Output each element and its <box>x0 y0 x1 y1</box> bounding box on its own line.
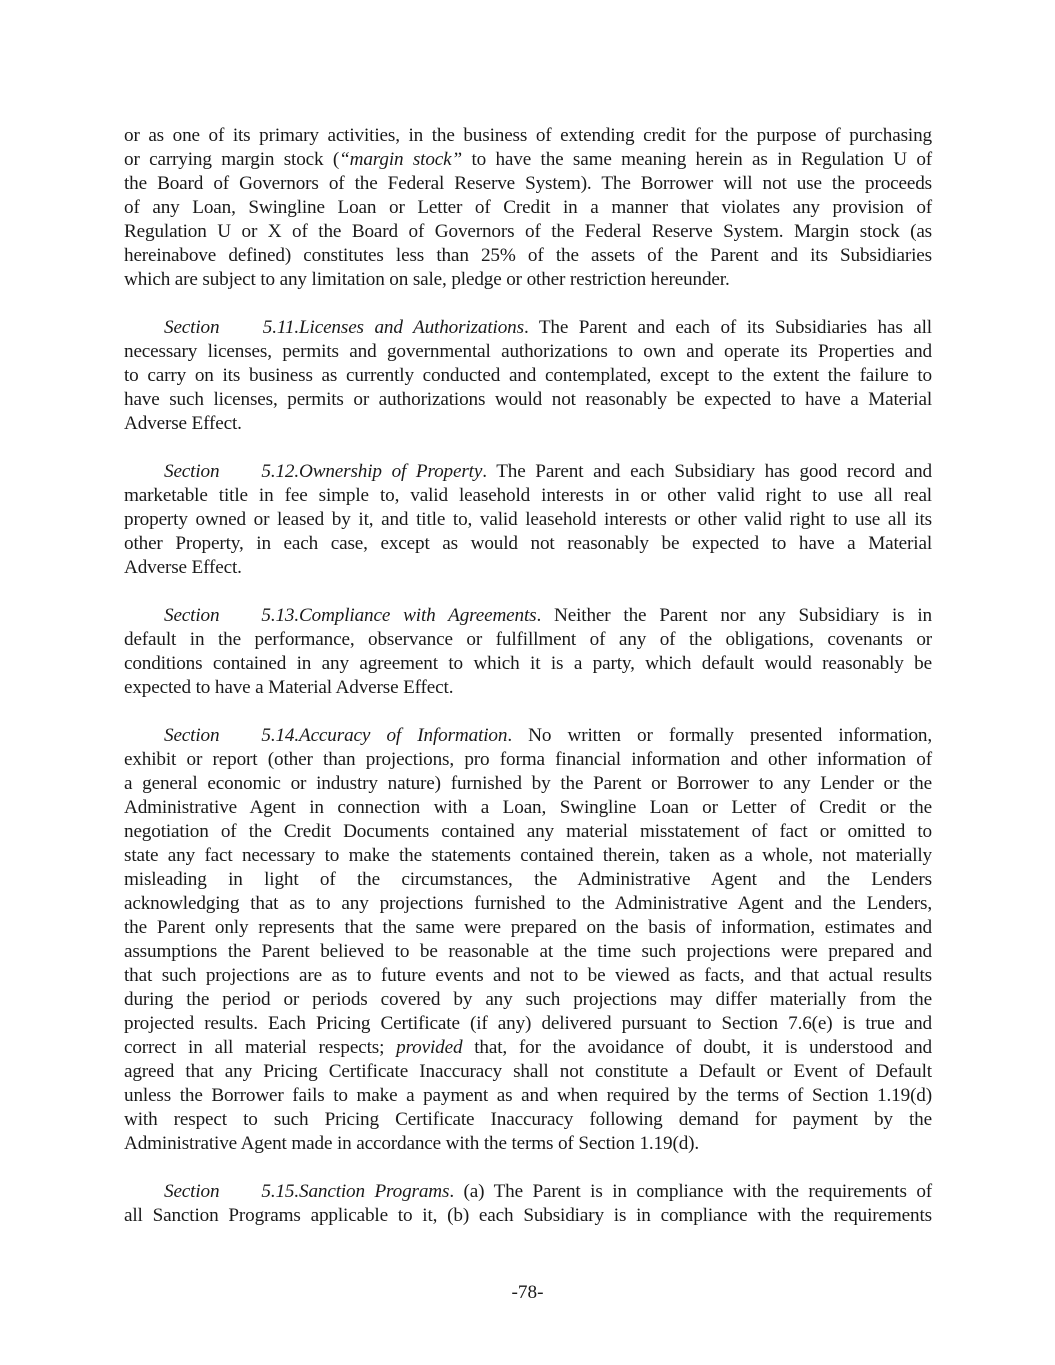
section-heading-line <box>124 460 932 484</box>
text-line: necessary licenses, permits and governmental authorizations to own and operate its Properties and <box>124 341 932 362</box>
section-number: Section 5.13. <box>164 605 299 626</box>
text-run: correct in all material respects; <box>124 1037 397 1058</box>
section-heading-line <box>124 1180 932 1204</box>
text-line: exhibit or report (other than projections, pro forma financial information and other information of <box>124 749 932 770</box>
section-number: Section 5.12. <box>164 461 299 482</box>
defined-term: “margin stock” <box>339 149 463 170</box>
text-line: state any fact necessary to make the statements contained therein, taken as a whole, not materially <box>124 845 932 866</box>
text-line: Adverse Effect. <box>124 413 242 434</box>
section-5-11 <box>124 316 932 436</box>
text-run: . No written or formally presented information, <box>507 725 932 746</box>
text-line: that such projections are as to future events and not to be viewed as facts, and that actual results <box>124 965 932 986</box>
text-run: . Neither the Parent nor any Subsidiary is in <box>536 605 932 626</box>
text-line: which are subject to any limitation on sale, pledge or other restriction hereunder. <box>124 269 730 290</box>
text-line: or as one of its primary activities, in the business of extending credit for the purpose of purchasing <box>124 125 932 146</box>
document-page <box>124 124 932 1252</box>
section-heading-line <box>124 724 932 748</box>
text-run: to have the same meaning herein as in Regulation U of <box>462 149 932 170</box>
section-5-15 <box>124 1180 932 1228</box>
text-line: conditions contained in any agreement to which it is a party, which default would reasonably be <box>124 653 932 674</box>
section-5-14 <box>124 724 932 1156</box>
text-line: expected to have a Material Adverse Effect. <box>124 677 454 698</box>
text-line: unless the Borrower fails to make a payment as and when required by the terms of Section 1.19(d) <box>124 1085 932 1106</box>
text-line: the Parent only represents that the same were prepared on the basis of information, estimates and <box>124 917 932 938</box>
section-5-12 <box>124 460 932 580</box>
text-line: all Sanction Programs applicable to it, (b) each Subsidiary is in compliance with the requirements <box>124 1205 932 1226</box>
text-line: negotiation of the Credit Documents contained any material misstatement of fact or omitted to <box>124 821 932 842</box>
text-line: assumptions the Parent believed to be reasonable at the time such projections were prepared and <box>124 941 932 962</box>
section-title: Accuracy of Information <box>299 725 508 746</box>
text-line: hereinabove defined) constitutes less than 25% of the assets of the Parent and its Subsidiaries <box>124 245 932 266</box>
text-line: a general economic or industry nature) furnished by the Parent or Borrower to any Lender or the <box>124 773 932 794</box>
section-title: Compliance with Agreements <box>299 605 537 626</box>
text-run: . The Parent and each of its Subsidiaries has all <box>523 317 932 338</box>
text-line: Administrative Agent in connection with a Loan, Swingline Loan or Letter of Credit or the <box>124 797 932 818</box>
text-line: misleading in light of the circumstances, the Administrative Agent and the Lenders <box>124 869 932 890</box>
section-number: Section 5.11. <box>164 317 299 338</box>
text-line: to carry on its business as currently conducted and contemplated, except to the extent the failure to <box>124 365 932 386</box>
text-run: that, for the avoidance of doubt, it is understood and <box>462 1037 932 1058</box>
page-number: -78- <box>511 1282 544 1303</box>
provided-term: provided <box>396 1037 463 1058</box>
intro-paragraph <box>124 124 932 292</box>
text-run: . (a) The Parent is in compliance with the requirements of <box>449 1181 932 1202</box>
section-title: Ownership of Property <box>299 461 483 482</box>
text-line <box>124 1036 932 1060</box>
text-line: agreed that any Pricing Certificate Inaccuracy shall not constitute a Default or Event of Default <box>124 1061 932 1082</box>
section-heading-line <box>124 604 932 628</box>
section-title: Sanction Programs <box>299 1181 450 1202</box>
section-number: Section 5.14. <box>164 725 299 746</box>
text-line: marketable title in fee simple to, valid leasehold interests in or other valid right to use all real <box>124 485 932 506</box>
text-line: Regulation U or X of the Board of Governors of the Federal Reserve System. Margin stock (as <box>124 221 932 242</box>
text-line: acknowledging that as to any projections furnished to the Administrative Agent and the Lenders, <box>124 893 932 914</box>
text-line <box>124 148 932 172</box>
text-run: or carrying margin stock ( <box>124 149 340 170</box>
text-line: projected results. Each Pricing Certificate (if any) delivered pursuant to Section 7.6(e) is true and <box>124 1013 932 1034</box>
text-line: property owned or leased by it, and title to, valid leasehold interests or other valid right to use all its <box>124 509 932 530</box>
section-title: Licenses and Authorizations <box>299 317 524 338</box>
section-number: Section 5.15. <box>164 1181 299 1202</box>
text-line: default in the performance, observance or fulfillment of any of the obligations, covenants or <box>124 629 932 650</box>
text-line: with respect to such Pricing Certificate Inaccuracy following demand for payment by the <box>124 1109 932 1130</box>
section-heading-line <box>124 316 932 340</box>
text-line: Adverse Effect. <box>124 557 242 578</box>
text-line: the Board of Governors of the Federal Reserve System). The Borrower will not use the proceeds <box>124 173 932 194</box>
text-line: other Property, in each case, except as would not reasonably be expected to have a Material <box>124 533 932 554</box>
text-line: have such licenses, permits or authorizations would not reasonably be expected to have a Material <box>124 389 932 410</box>
text-line: during the period or periods covered by any such projections may differ materially from the <box>124 989 932 1010</box>
text-run: . The Parent and each Subsidiary has good record and <box>482 461 932 482</box>
section-5-13 <box>124 604 932 700</box>
text-line: of any Loan, Swingline Loan or Letter of Credit in a manner that violates any provision of <box>124 197 932 218</box>
text-line: Administrative Agent made in accordance with the terms of Section 1.19(d). <box>124 1133 700 1154</box>
